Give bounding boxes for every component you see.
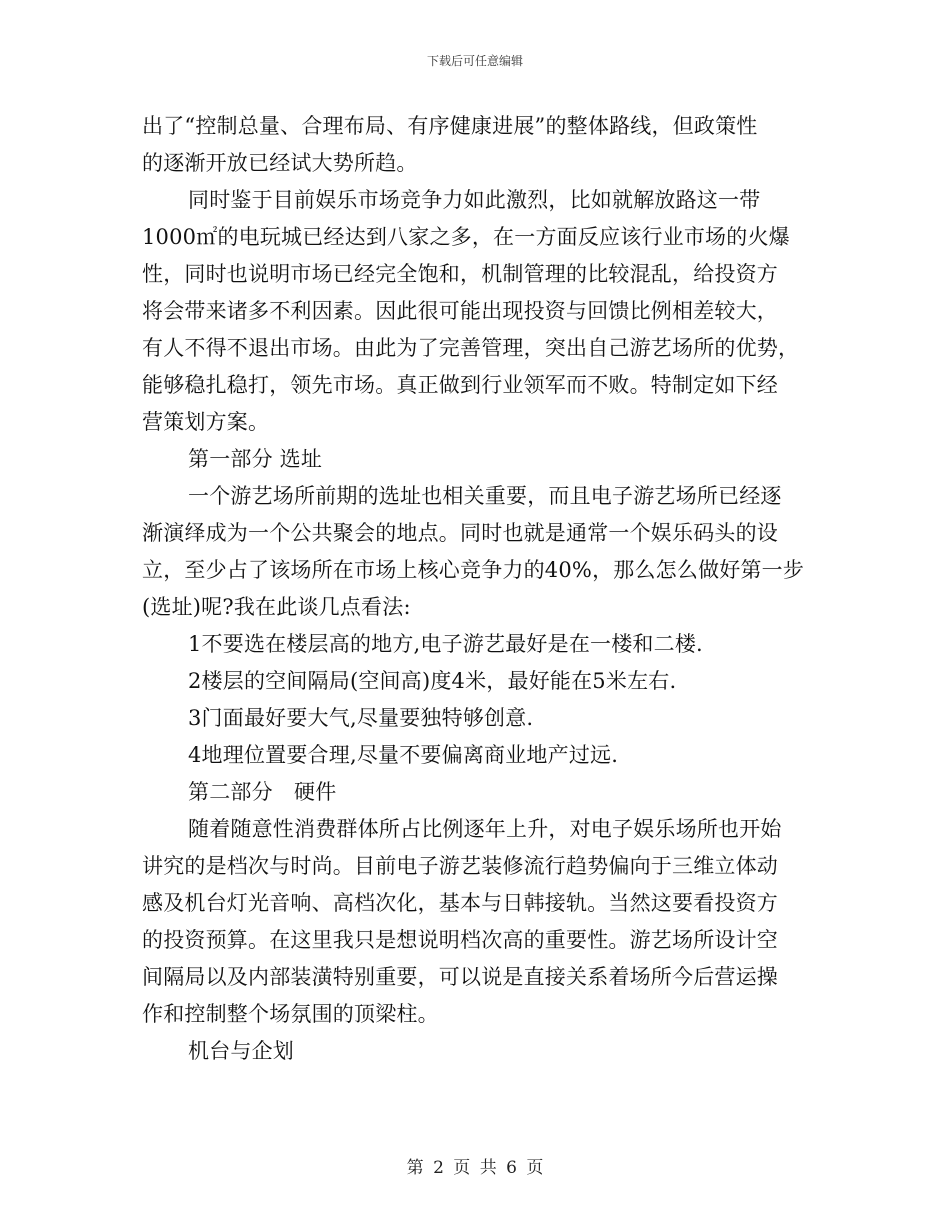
text-line: 出了“控制总量、合理布局、有序健康进展”的整体路线，但政策性 [142, 114, 758, 138]
text-line: 3门面最好要大气,尽量要独特够创意. [188, 706, 534, 730]
text-line: 第二部分 硬件 [188, 780, 337, 804]
text-line: 1000㎡的电玩城已经达到八家之多，在一方面反应该行业市场的火爆 [142, 225, 790, 249]
text-line: 性，同时也说明市场已经完全饱和，机制管理的比较混乱，给投资方 [142, 262, 778, 286]
page-header: 下载后可任意编辑 [426, 54, 523, 68]
text-line: 机台与企划 [188, 1039, 294, 1063]
text-line: 4地理位置要合理,尽量不要偏离商业地产过远. [188, 743, 619, 767]
text-line: 感及机台灯光音响、高档次化，基本与日韩接轨。当然这要看投资方 [142, 891, 778, 915]
text-line: 讲究的是档次与时尚。目前电子游艺装修流行趋势偏向于三维立体动 [142, 854, 778, 878]
text-line: 立，至少占了该场所在市场上核心竞争力的40%，那么怎么做好第一步 [142, 558, 805, 582]
text-line: 营策划方案。 [142, 410, 270, 434]
text-line: 2楼层的空间隔局(空间高)度4米，最好能在5米左右. [188, 669, 677, 693]
text-line: 作和控制整个场氛围的顶梁柱。 [142, 1002, 439, 1026]
document-body [142, 108, 810, 1070]
text-line: 同时鉴于目前娱乐市场竞争力如此激烈，比如就解放路这一带 [188, 188, 761, 212]
text-line: 的投资预算。在这里我只是想说明档次高的重要性。游艺场所设计空 [142, 928, 778, 952]
text-line: 一个游艺场所前期的选址也相关重要，而且电子游艺场所已经逐 [188, 484, 782, 508]
text-line: 第一部分 选址 [188, 447, 323, 471]
page-footer: 第 2 页 共 6 页 [406, 1158, 544, 1178]
text-line: 渐演绎成为一个公共聚会的地点。同时也就是通常一个娱乐码头的设 [142, 521, 778, 545]
text-line: (选址)呢?我在此谈几点看法: [142, 595, 411, 619]
text-line: 能够稳扎稳打，领先市场。真正做到行业领军而不败。特制定如下经 [142, 373, 778, 397]
text-line: 有人不得不退出市场。由此为了完善管理，突出自己游艺场所的优势， [142, 336, 800, 360]
text-line: 随着随意性消费群体所占比例逐年上升，对电子娱乐场所也开始 [188, 817, 782, 841]
text-line: 的逐渐开放已经试大势所趋。 [142, 151, 418, 175]
text-line: 1不要选在楼层高的地方,电子游艺最好是在一楼和二楼. [188, 632, 703, 656]
text-line: 将会带来诸多不利因素。因此很可能出现投资与回馈比例相差较大， [142, 299, 778, 323]
text-line: 间隔局以及内部装潢特别重要，可以说是直接关系着场所今后营运操 [142, 965, 778, 989]
